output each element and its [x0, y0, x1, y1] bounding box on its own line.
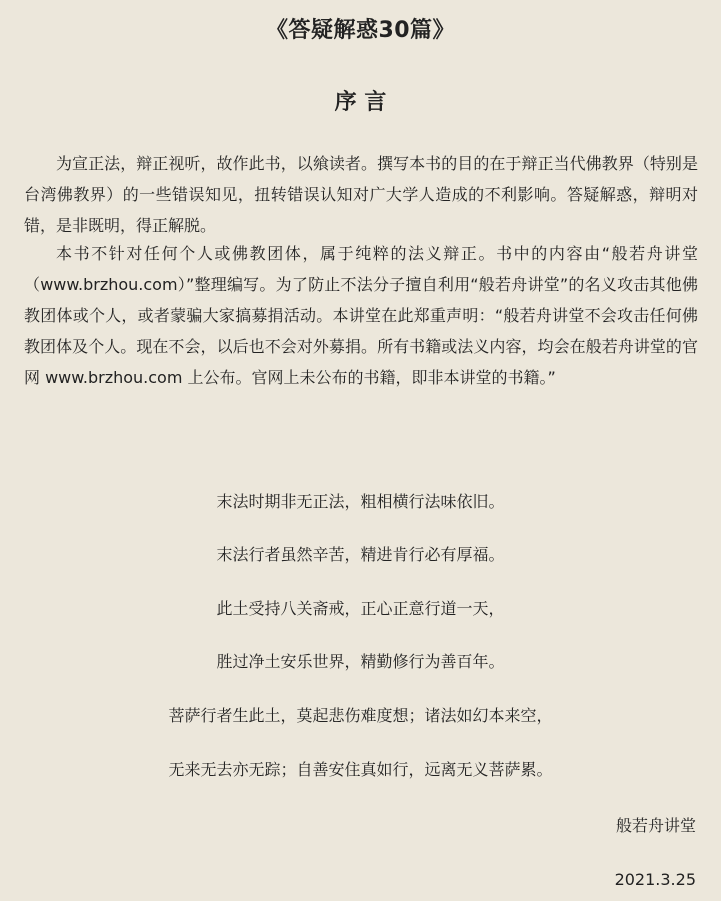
verse-line: 末法行者虽然辛苦，精进肯行必有厚福。	[216, 545, 505, 564]
book-title: 《答疑解惑30篇》	[265, 18, 456, 43]
preface-heading: 序 言	[334, 90, 387, 115]
verse-line: 胜过净土安乐世界，精勤修行为善百年。	[216, 652, 505, 671]
verse-line: 此土受持八关斋戒，正心正意行道一天，	[216, 599, 505, 618]
signature: 般若舟讲堂	[615, 816, 696, 835]
verse-line: 菩萨行者生此土，莫起悲伤难度想；诸法如幻本来空，	[168, 706, 553, 725]
paragraph: 为宣正法，辩正视听，故作此书，以飨读者。撰写本书的目的在于辩正当代佛教界（特别是台湾佛教界）的一些错误知见，扭转错误认知对广大学人造成的不利影响。答疑解惑，辩明对错，是非既明，得正解脱。	[24, 154, 698, 235]
verse-line: 无来无去亦无踪；自善安住真如行，远离无义菩萨累。	[168, 760, 553, 779]
date: 2021.3.25	[614, 870, 696, 889]
verse-line: 末法时期非无正法，粗相横行法味依旧。	[216, 492, 505, 511]
paragraph: 本书不针对任何个人或佛教团体，属于纯粹的法义辩正。书中的内容由“般若舟讲堂（www.brzhou.com）”整理编写。为了防止不法分子擅自利用“般若舟讲堂”的名义攻击其他佛教团体或个人，或者蒙骗大家搞募捐活动。本讲堂在此郑重声明：“般若舟讲堂不会攻击任何佛教团体及个人。现在不会，以后也不会对外募捐。所有书籍或法义内容，均会在般若舟讲堂的官网 www.brzhou.com 上公布。官网上未公布的书籍，即非本讲堂的书籍。”	[24, 244, 698, 387]
